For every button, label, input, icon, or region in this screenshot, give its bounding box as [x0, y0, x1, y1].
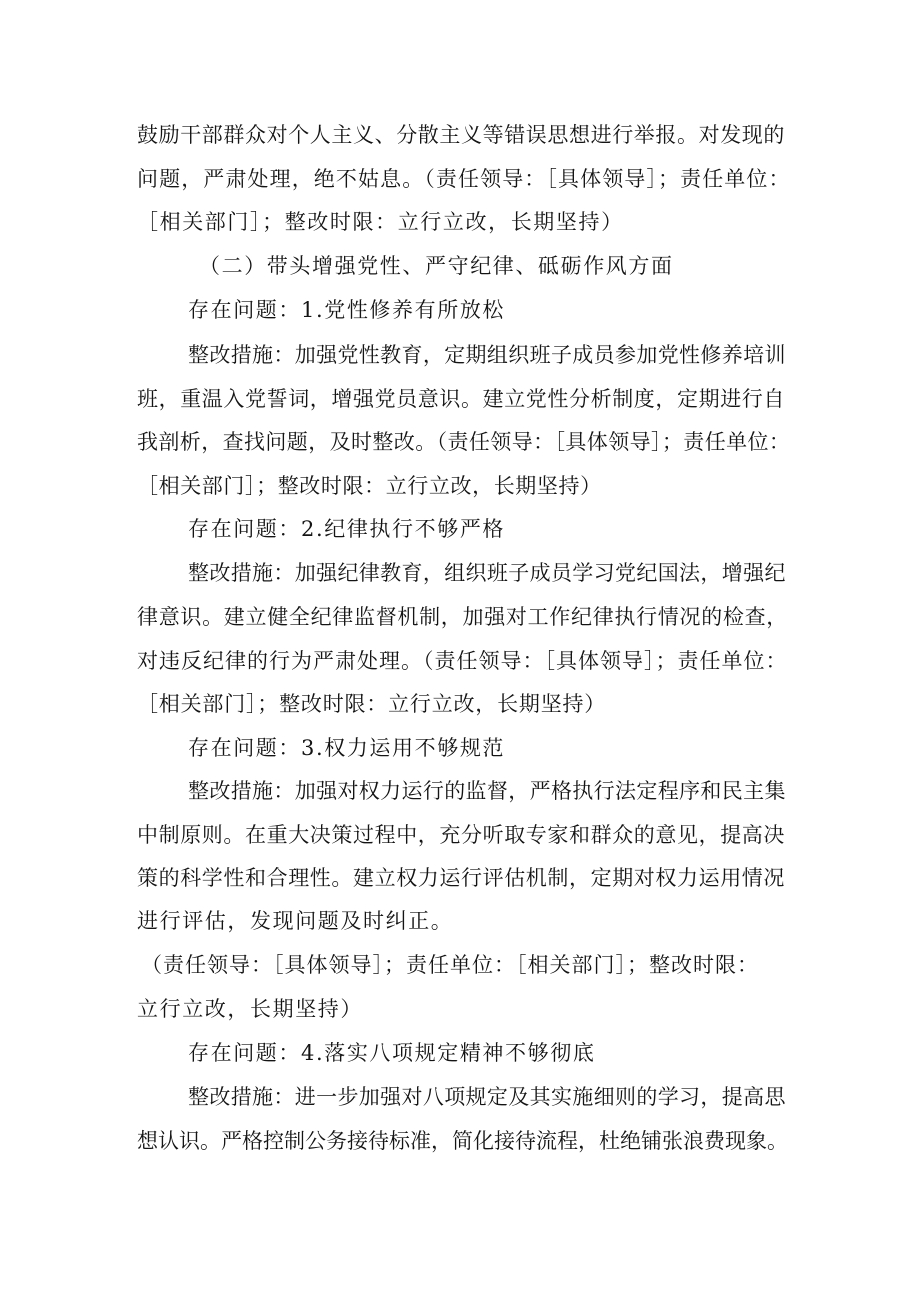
text-line-20: （责任领导：［具体领导］；责任单位：［相关部门］；整改时限： — [141, 953, 759, 977]
text-line-1: 鼓励干部群众对个人主义、分散主义等错误思想进行举报。对发现的 — [137, 123, 785, 147]
text-line-19: 进行评估，发现问题及时纠正。 — [137, 909, 454, 933]
text-line-7: 班，重温入党誓词，增强党员意识。建立党性分析制度，定期进行自 — [137, 387, 785, 411]
issue-heading-1: 存在问题：1.党性修养有所放松 — [188, 298, 506, 322]
issue-heading-2: 存在问题：2.纪律执行不够严格 — [188, 517, 506, 541]
text-line-21: 立行立改，长期坚持） — [137, 997, 363, 1021]
text-line-14: ［相关部门］；整改时限：立行立改，长期坚持） — [137, 692, 607, 716]
text-line-23: 整改措施：进一步加强对八项规定及其实施细则的学习，提高思 — [188, 1085, 786, 1109]
text-line-9: ［相关部门］；整改时限：立行立改，长期坚持） — [137, 474, 602, 498]
issue-heading-3: 存在问题：3.权力运用不够规范 — [188, 736, 506, 760]
section-heading: （二）带头增强党性、严守纪律、砥砺作风方面 — [199, 254, 674, 278]
text-line-13: 对违反纪律的行为严肃处理。（责任领导：［具体领导］；责任单位： — [137, 649, 788, 673]
text-line-17: 中制原则。在重大决策过程中，充分听取专家和群众的意见，提高决 — [137, 823, 785, 847]
text-line-18: 策的科学性和合理性。建立权力运行评估机制，定期对权力运用情况 — [137, 866, 785, 890]
text-line-11: 整改措施：加强纪律教育，组织班子成员学习党纪国法，增强纪 — [188, 561, 786, 585]
text-line-12: 律意识。建立健全纪律监督机制，加强对工作纪律执行情况的检查， — [137, 605, 788, 629]
issue-heading-4: 存在问题：4.落实八项规定精神不够彻底 — [188, 1041, 596, 1065]
text-line-8: 我剖析，查找问题，及时整改。（责任领导：［具体领导］；责任单位： — [137, 430, 791, 454]
text-line-2: 问题，严肃处理，绝不姑息。（责任领导：［具体领导］；责任单位： — [137, 167, 791, 191]
text-line-6: 整改措施：加强党性教育，定期组织班子成员参加党性修养培训 — [188, 343, 786, 367]
text-line-24: 想认识。严格控制公务接待标准，简化接待流程，杜绝铺张浪费现象。 — [137, 1129, 788, 1153]
text-line-3: ［相关部门］；整改时限：立行立改，长期坚持） — [137, 210, 624, 234]
text-line-16: 整改措施：加强对权力运行的监督，严格执行法定程序和民主集 — [188, 779, 786, 803]
